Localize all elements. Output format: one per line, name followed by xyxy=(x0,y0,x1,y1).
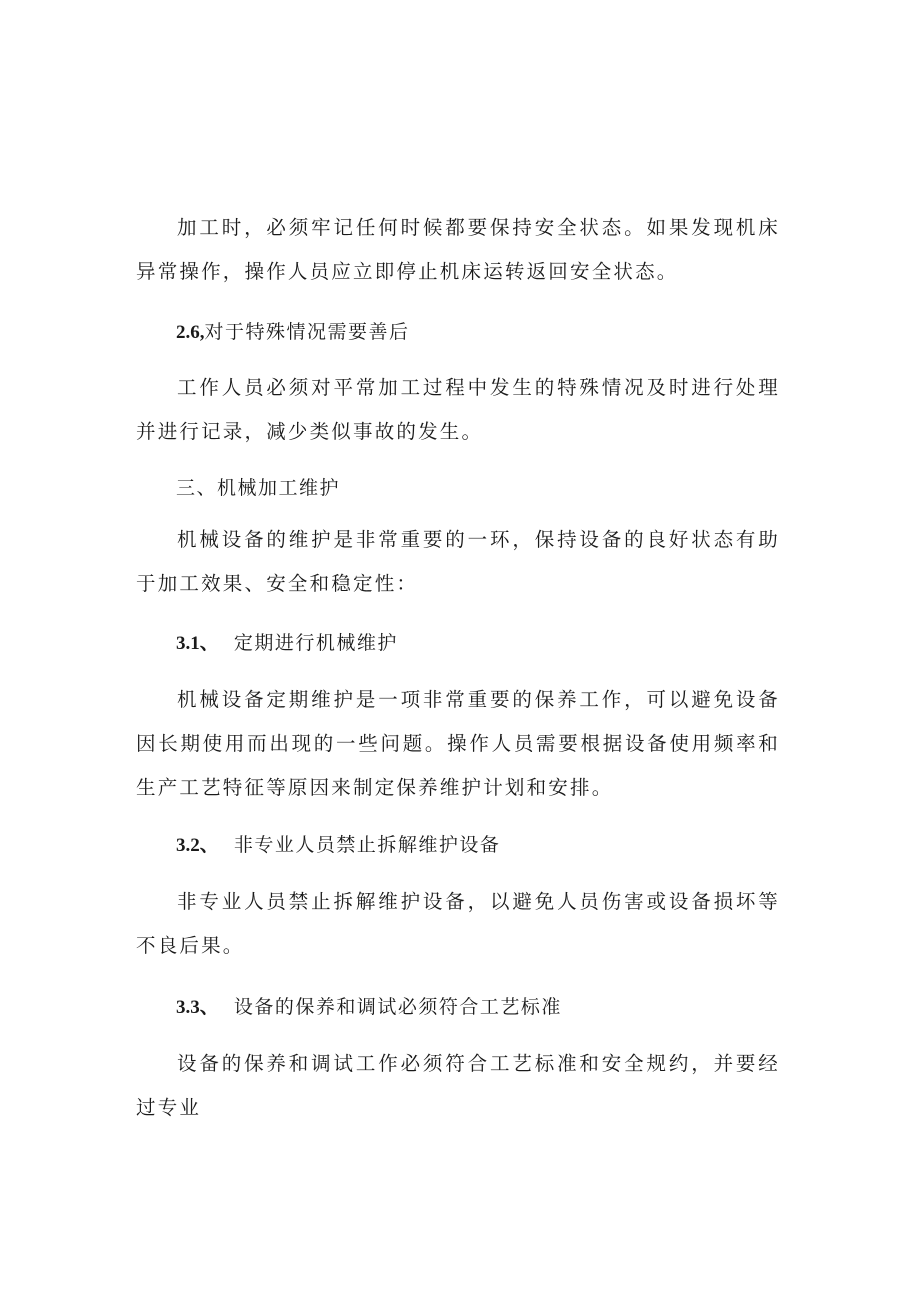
heading-3-3 xyxy=(136,991,820,1024)
heading-2-6 xyxy=(136,316,820,349)
heading-3-1 xyxy=(136,627,820,660)
paragraph-standards: 设备的保养和调试工作必须符合工艺标准和安全规约，并要经过专业 xyxy=(136,1052,780,1119)
heading-number: 3.3、 xyxy=(176,997,219,1018)
heading-title: 对于特殊情况需要善后 xyxy=(204,321,410,343)
heading-3-2 xyxy=(136,829,820,862)
heading-number: 3.1、 xyxy=(176,633,219,654)
section-3-title: 三、机械加工维护 xyxy=(176,477,341,499)
paragraph-safety-state: 加工时，必须牢记任何时候都要保持安全状态。如果发现机床异常操作，操作人员应立即停止机床运转返回安全状态。 xyxy=(136,216,780,283)
paragraph-periodic-maintenance: 机械设备定期维护是一项非常重要的保养工作，可以避免设备因长期使用而出现的一些问题。操作人员需要根据设备使用频率和生产工艺特征等原因来制定保养维护计划和安排。 xyxy=(136,688,780,799)
heading-title: 定期进行机械维护 xyxy=(233,632,398,654)
heading-title: 设备的保养和调试必须符合工艺标准 xyxy=(233,996,562,1018)
heading-number: 2.6, xyxy=(176,322,205,343)
heading-number: 3.2、 xyxy=(176,835,219,856)
paragraph-non-professional: 非专业人员禁止拆解维护设备，以避免人员伤害或设备损坏等不良后果。 xyxy=(136,890,780,957)
paragraph-special-cases: 工作人员必须对平常加工过程中发生的特殊情况及时进行处理并进行记录，减少类似事故的发生。 xyxy=(136,376,780,443)
paragraph-maintenance-intro: 机械设备的维护是非常重要的一环，保持设备的良好状态有助于加工效果、安全和稳定性： xyxy=(136,528,780,595)
heading-title: 非专业人员禁止拆解维护设备 xyxy=(233,834,501,856)
